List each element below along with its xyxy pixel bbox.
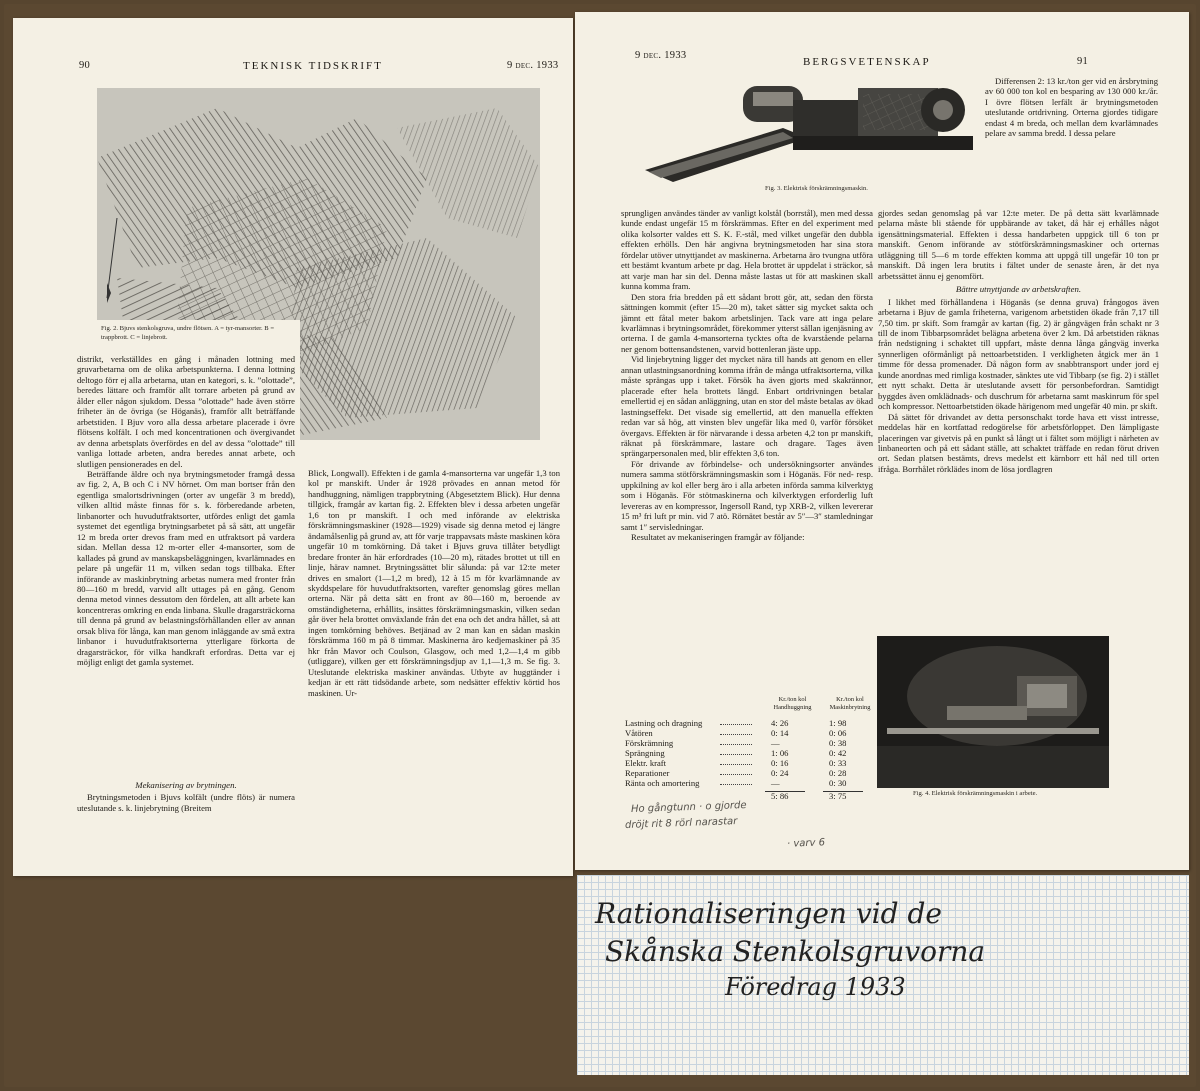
note-line-3: Föredrag 1933 xyxy=(725,973,906,1001)
fig4-caption: Fig. 4. Elektrisk förskrämningsmaskin i arbete. xyxy=(913,790,1038,797)
left-column-2 xyxy=(308,468,560,828)
total-hand: 5: 86 xyxy=(771,791,789,801)
journal-title: TEKNISK TIDSKRIFT xyxy=(243,60,383,72)
cutting-machine-drawing xyxy=(643,80,983,190)
table-row xyxy=(625,778,875,788)
left-page xyxy=(13,18,573,876)
total-machine: 3: 75 xyxy=(829,791,847,801)
paragraph: Beträffande äldre och nya brytningsmetoder framgå dessa av fig. 2, A, B och C i NV hörnet. Om man bortser från den egentliga smalortsdrivningen (orter av ungefär 3 m bredd), vilken alltid måste finnas för s. k. förberedande arbeten, linbanorter och huvudutfraktsorter, utfördes enligt det gamla systemet det egentliga brytningsarbetet på så sätt, att ungefär 12 m breda orter drevos fram med en utfraktsort på vardera sidan. Mellan dessa 12 m-orter eller 4-mansorter, som de kallades på grund av manskapsbeläggningen, kvarlämnades en pelare på ungefär 11 m, vilken sedan togs tillbaka. Efter införande av maskinbrytning arbetas numera med fronter från 80—160 m bredd, varvid allt uttages på en gång. Genom denna metod vinnes dessutom den fördelen, att allt arbete kan koncentreras omkring en enda linbana. Skulle dragarsträckorna till denna på grund av belastningsförhållanden eller av annan orsak bliva för långa, kan man genom inläggande av små extra linbanor i huvudutfraktsorterna ytterligare förkorta de dragarsträckor, för vilka handkraft erfordras. Detta var ej möjligt enligt det gamla systemet. xyxy=(77,468,295,668)
handwritten-note-paper xyxy=(577,875,1189,1075)
leader-dots xyxy=(720,784,752,785)
right-column-1 xyxy=(621,208,873,688)
value-machine: 0: 38 xyxy=(829,738,847,748)
table-header-maskinbrytning: Kr./ton kol Maskinbrytning xyxy=(829,696,871,711)
value-machine: 0: 06 xyxy=(829,728,847,738)
value-hand: 0: 24 xyxy=(771,768,789,778)
pencil-note-line: Ho gångtunn · o gjorde xyxy=(630,799,747,816)
value-hand: 0: 14 xyxy=(771,728,789,738)
table-row xyxy=(625,768,875,778)
paragraph: sprungligen användes tänder av vanligt kolstål (borrstål), men med dessa kunde endast ungefär 15 m förskrämmas. Efter en del experiment med olika kolsorter valdes ett S. K. F.-stål, med vilket ungefär den dubbla effekten erhölls. Den här angivna brytningsmetoden har sina stora fördelar utöver utnyttjandet av maskinerna. Arbetarna äro tvungna utföra ett bestämt kvantum arbete pr dag. Hela brottet är uppdelat i sträckor, så att varje man har sin del. Denna måste lastas ut för att maskinen skall kunna komma fram. xyxy=(621,208,873,292)
machine-in-work-photo xyxy=(877,636,1109,788)
fig3-caption: Fig. 3. Elektrisk förskrämningsmaskin. xyxy=(765,185,868,192)
leader-dots xyxy=(720,764,752,765)
paragraph: Brytningsmetoden i Bjuvs kolfält (undre flöts) är numera uteslutande s. k. linjebrytning (Breitem xyxy=(77,792,295,813)
paragraph: Differensen 2: 13 kr./ton ger vid en årsbrytning av 60 000 ton kol en besparing av 130 000 kr./år. I övre flötsen lerfält är brytningsmetoden uteslutande ortdrivning. Orterna gjordes tidigare endast 4 m breda, och mellan dem kvarlämnades pelare av samma bredd. I dessa pelare xyxy=(985,76,1158,139)
value-machine: 1: 98 xyxy=(829,718,847,728)
row-label: Sprängning xyxy=(625,748,665,758)
table-row xyxy=(625,748,875,758)
paragraph: gjordes sedan genomslag på var 12:te meter. De på detta sätt kvarlämnade pelarna måste bli stående för uppbärande av taket, då här ej erhålles något igensättningsmaterial. Effekten i dessa handarbeten uppgick till 6 ton pr manskift. Genom införande av stötförskrämningsmaskiner och orternas utläggning till 5—6 m torde effekten komma att uppgå till ungefär 10 ton pr manskift. Då ingen lera brutits i fältet under de senaste åren, är det nya arbetssättet ännu ej genomfört. xyxy=(878,208,1159,281)
row-label: Lastning och dragning xyxy=(625,718,703,728)
row-label: Förskrämning xyxy=(625,738,674,748)
paragraph: Resultatet av mekaniseringen framgår av följande: xyxy=(631,532,805,543)
machine-in-work-drawing xyxy=(877,636,1109,788)
leader-dots xyxy=(720,734,752,735)
paragraph: Vid linjebrytning ligger det mycket nära till hands att genom en eller annan utlastningsanordning komma ifrån de många utfraktsorterna, vilka måste sprängas upp i taket. Försök ha även gjorts med skakrännor, placerade efter hela brottets längd. Enbart ortdrivningen betalar emellertid ej en sådan anläggning, utan en stor del måste betalas av ökad lastningseffekt. Det visade sig emellertid, att den manuella effekten redan var så hög, att vinsten blev ungefär lika med 0, varför försöket övergavs. Effekten är för närvarande i dessa arbeten 4,2 ton pr manskift, räknat på förskrämmare, lastare och dragare. Tages även sprängarpersonalen med, blir effekten 3,6 ton. xyxy=(621,354,873,459)
paragraph: Den stora fria bredden på ett sådant brott gör, att, sedan den första sättningen kommit (efter 15—20 m), taket sätter sig mycket sakta och jämnt ett fåtal meter bakom arbetslinjen. Tack vare att inga pelare kvarlämnas i brytningsområdet, förekommer ytterst sällan igenjäsning av orterna. I de gamla 4-mansorterna tycktes ofta de kvarstående pelarna ner genom bottensandstenen, varvid bottenleran jäste upp. xyxy=(621,291,873,354)
note-line-1: Rationaliseringen vid de xyxy=(595,897,942,930)
leader-dots xyxy=(720,724,752,725)
issue-date-right: 9 dec. 1933 xyxy=(635,50,687,61)
page-number-right: 91 xyxy=(1077,56,1089,67)
cutting-machine-photo xyxy=(643,80,983,190)
paragraph: För drivande av förbindelse- och undersökningsorter användes numera samma stötförskrämningsmaskin som i Höganäs. För ned- resp. uppkilning av kol eller berg äro i alla arbeten införda samma kilverktyg som i Höganäs. För stötmaskinerna och kilverktygen erforderlig luft levereras av en kompressor, Ingersoll Rand, typ XRB-2, vilken levererar 15 m³ fri luft pr min. vid 7 atö. Rörnätet består av 5″—3″ stamledningar samt 1″ servisledningar. xyxy=(621,458,873,532)
right-top-column xyxy=(985,76,1158,206)
paragraph: I likhet med förhållandena i Höganäs (se denna gruva) frångogos även arbetarna i Bjuv de gamla friheterna, varigenom arbetstiden ökade från 7,17 till 7,50 tim. pr skift. Som framgår av kartan (fig. 2) är gångvägen från schakt nr 3 till de inom Tibbarpsområdet belägna arbetena över 2 km. Då arbetstiden räknas från nedstigning i schaktet till uppfart, måste denna långa gångväg inverka synnerligen oförmånligt på nettoarbetstiden. I verkligheten åtgick mer än 1 timme för dessa promenader. Då någon form av snabbtransport under jord ej kunde anordnas med rimliga kostnader, sänktes ute vid Tibbarp (se fig. 2) i stället ett nytt schakt. Detta är uteslutande avsett för personbefordran. Samtidigt byggdes även omklädnads- och duschrum för arbetarna samt maskinrum för spel och kompressor. Nettoarbetstiden ökade härigenom med ungefär 40 min. pr skift. xyxy=(878,296,1159,412)
left-column-1-tail xyxy=(77,777,295,813)
note-line-2: Skånska Stenkolsgruvorna xyxy=(605,935,986,968)
table-row xyxy=(625,728,875,738)
page-number-left: 90 xyxy=(79,60,91,71)
section-heading: Mekanisering av brytningen. xyxy=(135,780,237,790)
pencil-note-line: dröjt rit 8 rörl narastar xyxy=(624,816,738,831)
leader-dots xyxy=(720,754,752,755)
row-label: Våtören xyxy=(625,728,653,738)
paragraph: Blick, Longwall). Effekten i de gamla 4-mansorterna var ungefär 1,3 ton kol pr manskift. Under år 1928 prövades en annan metod för handhuggning, nämligen trappbrytning (Abgesetztem Blick). Hur denna tillgick, framgår av kartan fig. 2. Effekten blev i dessa arbeten ungefär 1,6 ton pr manskift. I och med införande av elektriska förskrämningsmaskiner (1928—1929) visade sig denna metod ej längre ändamålsenlig på grund av, att för varje trappavsats måste maskinen köra ungefär 10 m tomkörning. Då taket i Bjuvs gruva tillåter betydligt bredare fronter än här erfordrades (10—20 m), rätades brottet ut till en linje, härav namnet. Brytningssättet blir sålunda: på var 12:te meter drives en smalort (1—1,2 m bred), 12 à 15 m för kvarlämnande av skyddspelare för huvudutfraktsorten, varefter genomslag göres mellan orterna. När på detta sätt en front av 80—160 m, beroende av omständigheterna, erhållits, insättes förskrämningsmaskin, vilken sedan går över hela brottet omväxlande från det ena och det andra hållet, så att ingen tomkörning behöves. Betjänad av 2 man kan en sådan maskin förskrämma 160 m på 8 timmar. Maskinerna äro kedjemaskiner på 35 hkr från Mavor och Coulson, Glasgow, och med 1,2—1,4 m gibb (utliggare), vilken ger ett förskrämningsdjup av 1,1—1,3 m. Se fig. 3. Uteslutande elektriska maskiner användas. Utbyte av huggtänder i kedjan är ett rätt tidsödande arbete, som nedsätter effektiv körtid hos maskinen. Ur- xyxy=(308,468,560,698)
row-label: Elektr. kraft xyxy=(625,758,667,768)
table-header-handhuggning: Kr./ton kol Handhuggning xyxy=(773,696,812,711)
value-hand: 1: 06 xyxy=(771,748,789,758)
right-page xyxy=(575,12,1189,870)
fig2-caption: Fig. 2. Bjuvs stenkolsgruva, undre flötsen. A = tyr-mansorter. B = trappbrott. C = linjebrott. xyxy=(101,325,275,341)
right-column-2 xyxy=(878,208,1159,634)
value-hand: — xyxy=(771,778,780,788)
table-row xyxy=(625,758,875,768)
value-machine: 0: 28 xyxy=(829,768,847,778)
paragraph: distrikt, verkställdes en gång i månaden lottning med gruvarbetarna om de olika arbetspunkterna. I denna lottning deltogo förr ej alla arbetarna, utan en kategori, s. k. ”olottade”, beredes lättare och framför allt torrare arbeten på grund av ålder eller någon sjukdom. Dessa ”olottade” hade även större friheter än de övriga (se Höganäs), framför allt beträffande arbetstiden. I Bjuv voro alla dessa arbetare placerade i övre flötsens kolfält. I och med koncentrationen och övergivandet av denna arbetsplats överfördes en del av dessa ”olottade” till vanliga lottade arbeten, andra beredes annat arbete, och slutligen pensionerades en del. xyxy=(77,354,295,469)
results-table xyxy=(625,718,875,801)
table-total-row xyxy=(625,791,875,801)
issue-date-left: 9 dec. 1933 xyxy=(507,60,559,71)
value-hand: 0: 16 xyxy=(771,758,789,768)
table-row xyxy=(625,718,875,728)
section-title: BERGSVETENSKAP xyxy=(803,56,931,68)
value-hand: — xyxy=(771,738,780,748)
paragraph: Då sättet för drivandet av detta personschakt torde hava ett visst intresse, meddelas här en kortfattad redogörelse för arbetsförloppet. Den lämpligaste placeringen var givetvis på en punkt så långt ut i fältet som möjligt i närheten av linbaneorten och på ett sådant ställe, att schaktet träffade en redan förut driven ort. Sedan platsen bestämts, drevs medelst ett kärnborr ett hål ned till orten ifråga. Borrhålet rörklädes inom de lösa jordlagren xyxy=(878,411,1159,474)
leader-dots xyxy=(720,774,752,775)
table-row xyxy=(625,738,875,748)
value-machine: 0: 30 xyxy=(829,778,847,788)
row-label: Reparationer xyxy=(625,768,670,778)
section-heading: Bättre utnyttjande av arbetskraften. xyxy=(955,284,1082,295)
row-label: Ränta och amortering xyxy=(625,778,700,788)
value-machine: 0: 42 xyxy=(829,748,847,758)
value-hand: 4: 26 xyxy=(771,718,789,728)
value-machine: 0: 33 xyxy=(829,758,847,768)
pencil-note-line: · varv 6 xyxy=(786,837,826,850)
leader-dots xyxy=(720,744,752,745)
left-column-1 xyxy=(77,354,295,778)
